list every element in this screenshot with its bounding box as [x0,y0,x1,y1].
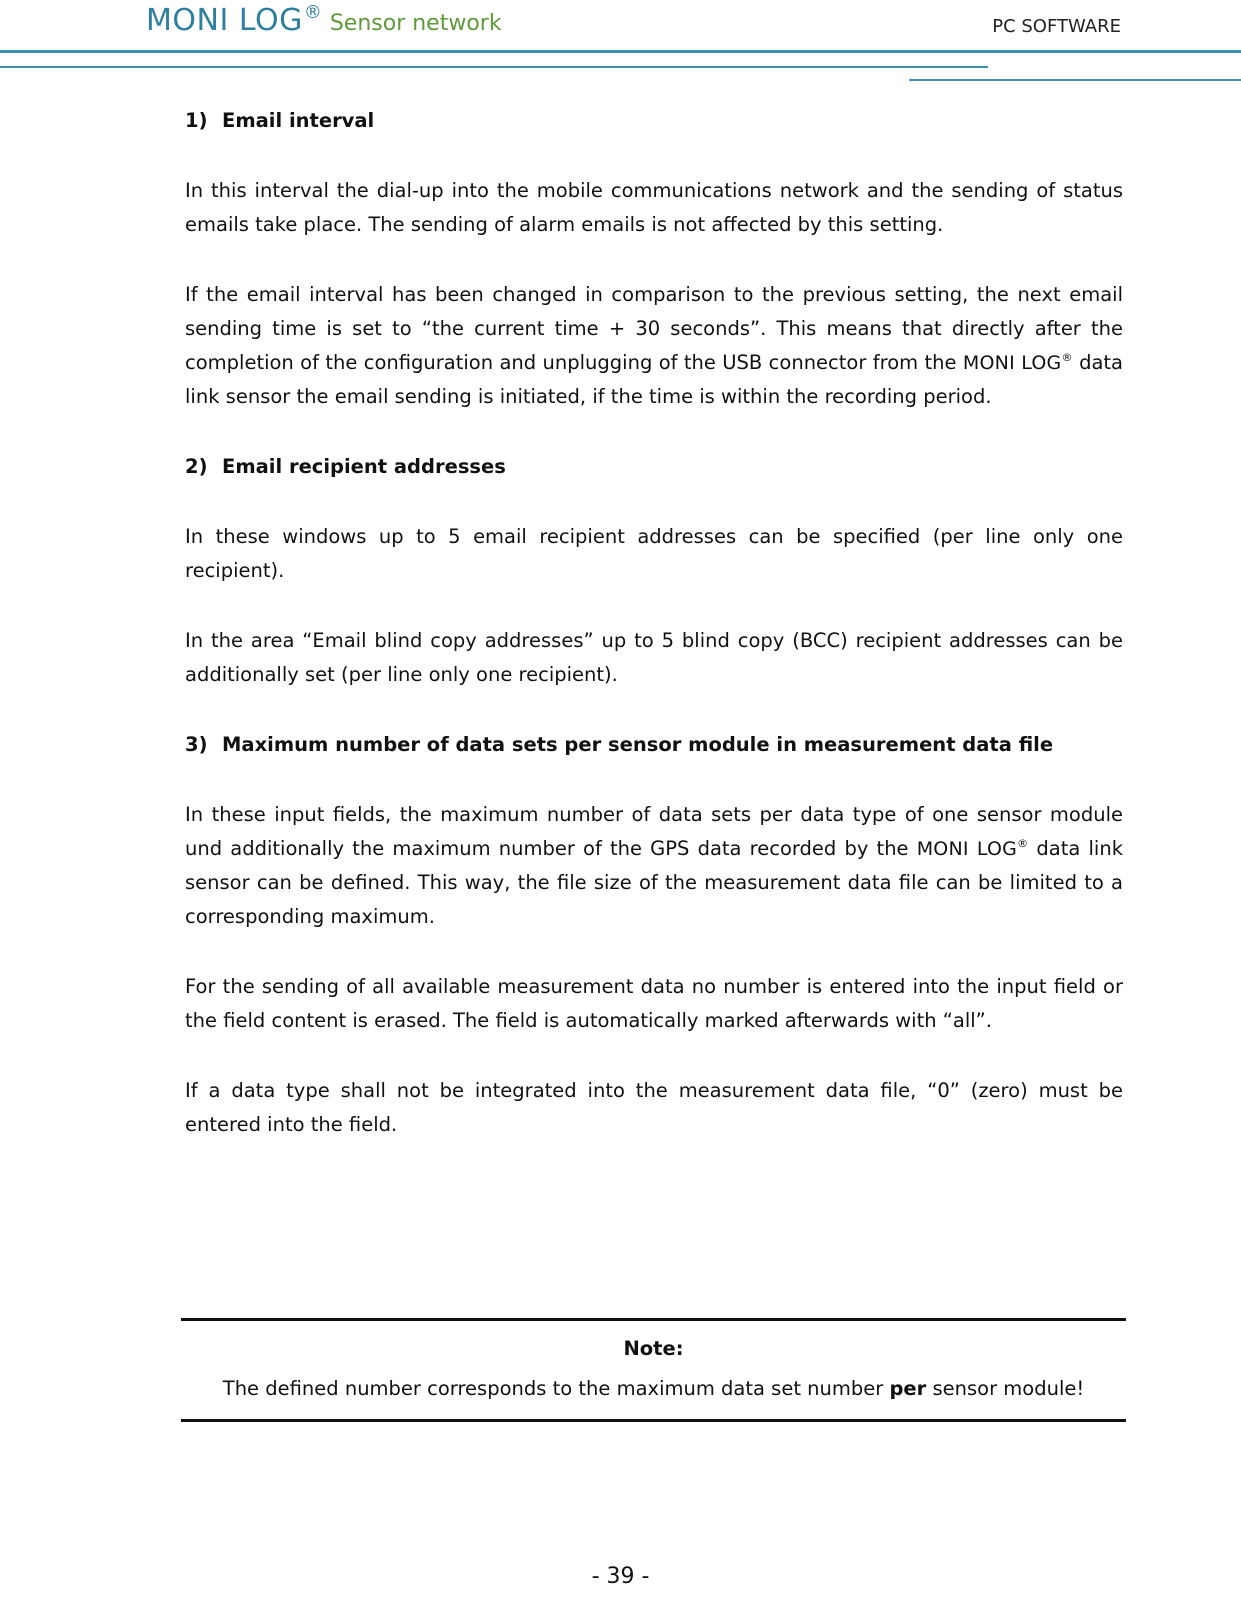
paragraph-email-interval-change [185,278,1123,414]
paragraph: If a data type shall not be integrated into the measurement data file, “0” (zero) must be entered into the field. [185,1079,1123,1136]
brand-inline [963,352,1073,374]
header-rule [0,50,1241,53]
paragraph: In this interval the dial-up into the mobile communications network and the sending of status emails take place. The sending of alarm emails is not affected by this setting. [185,179,1123,236]
paragraph: In these windows up to 5 email recipient addresses can be specified (per line only one recipient). [185,525,1123,582]
page-number: - 39 - [591,1564,650,1589]
brand-inline-name: MONI LOG [916,838,1018,860]
header-rule-left [0,66,988,68]
note-text-after: sensor module! [926,1377,1085,1400]
section-number: 1) [185,109,208,132]
paragraph-text: data link sensor can be defined. This way, the file size of the measurement data file can be limited to a corresponding maximum. [185,837,1123,928]
paragraph-max-data-sets [185,798,1123,934]
section-heading-email-interval [185,104,1123,138]
section-title: Email recipient addresses [222,455,506,478]
brand-inline-reg: ® [1061,351,1073,364]
header-brand [146,2,502,44]
note-box [181,1318,1126,1422]
section-title: Maximum number of data sets per sensor module in measurement data file [222,733,1054,756]
header-section-label: PC SOFTWARE [992,16,1121,37]
brand-inline-name: MONI LOG [962,352,1062,374]
section-number: 2) [185,455,208,478]
paragraph: For the sending of all available measurement data no number is entered into the input field or the field content is erased. The field is automatically marked afterwards with “all”. [185,975,1123,1032]
brand-subtitle: Sensor network [329,11,502,36]
main-content [185,104,1123,1178]
brand-inline-reg: ® [1017,837,1029,850]
section-title: Email interval [222,109,375,132]
paragraph-text: data link sensor the email sending is initiated, if the time is within the recording period. [185,351,1123,408]
note-text-bold: per [889,1377,927,1400]
paragraph-text: In these input fields, the maximum number of data sets per data type of one sensor module und additionally the maximum number of the GPS data recorded by the [185,803,1123,860]
section-number: 3) [185,733,208,756]
note-title: Note: [623,1337,684,1360]
paragraph: In the area “Email blind copy addresses” up to 5 blind copy (BCC) recipient addresses can be additionally set (per line only one recipient). [185,629,1123,686]
brand-registered-mark: ® [303,2,322,23]
section-heading-max-data-sets [185,728,1123,762]
note-text-before: The defined number corresponds to the maximum data set number [222,1377,890,1400]
section-heading-recipient-addresses [185,450,1123,484]
header-rule-right [909,79,1241,81]
brand-logo-text: MONI LOG [146,3,303,38]
paragraph-text: If the email interval has been changed in comparison to the previous setting, the next email sending time is set to “the current time + 30 seconds”. This means that directly after the completion of the configuration and unplugging of the USB connector from the [185,283,1123,374]
brand-inline [917,838,1029,860]
note-text [223,1377,1084,1400]
